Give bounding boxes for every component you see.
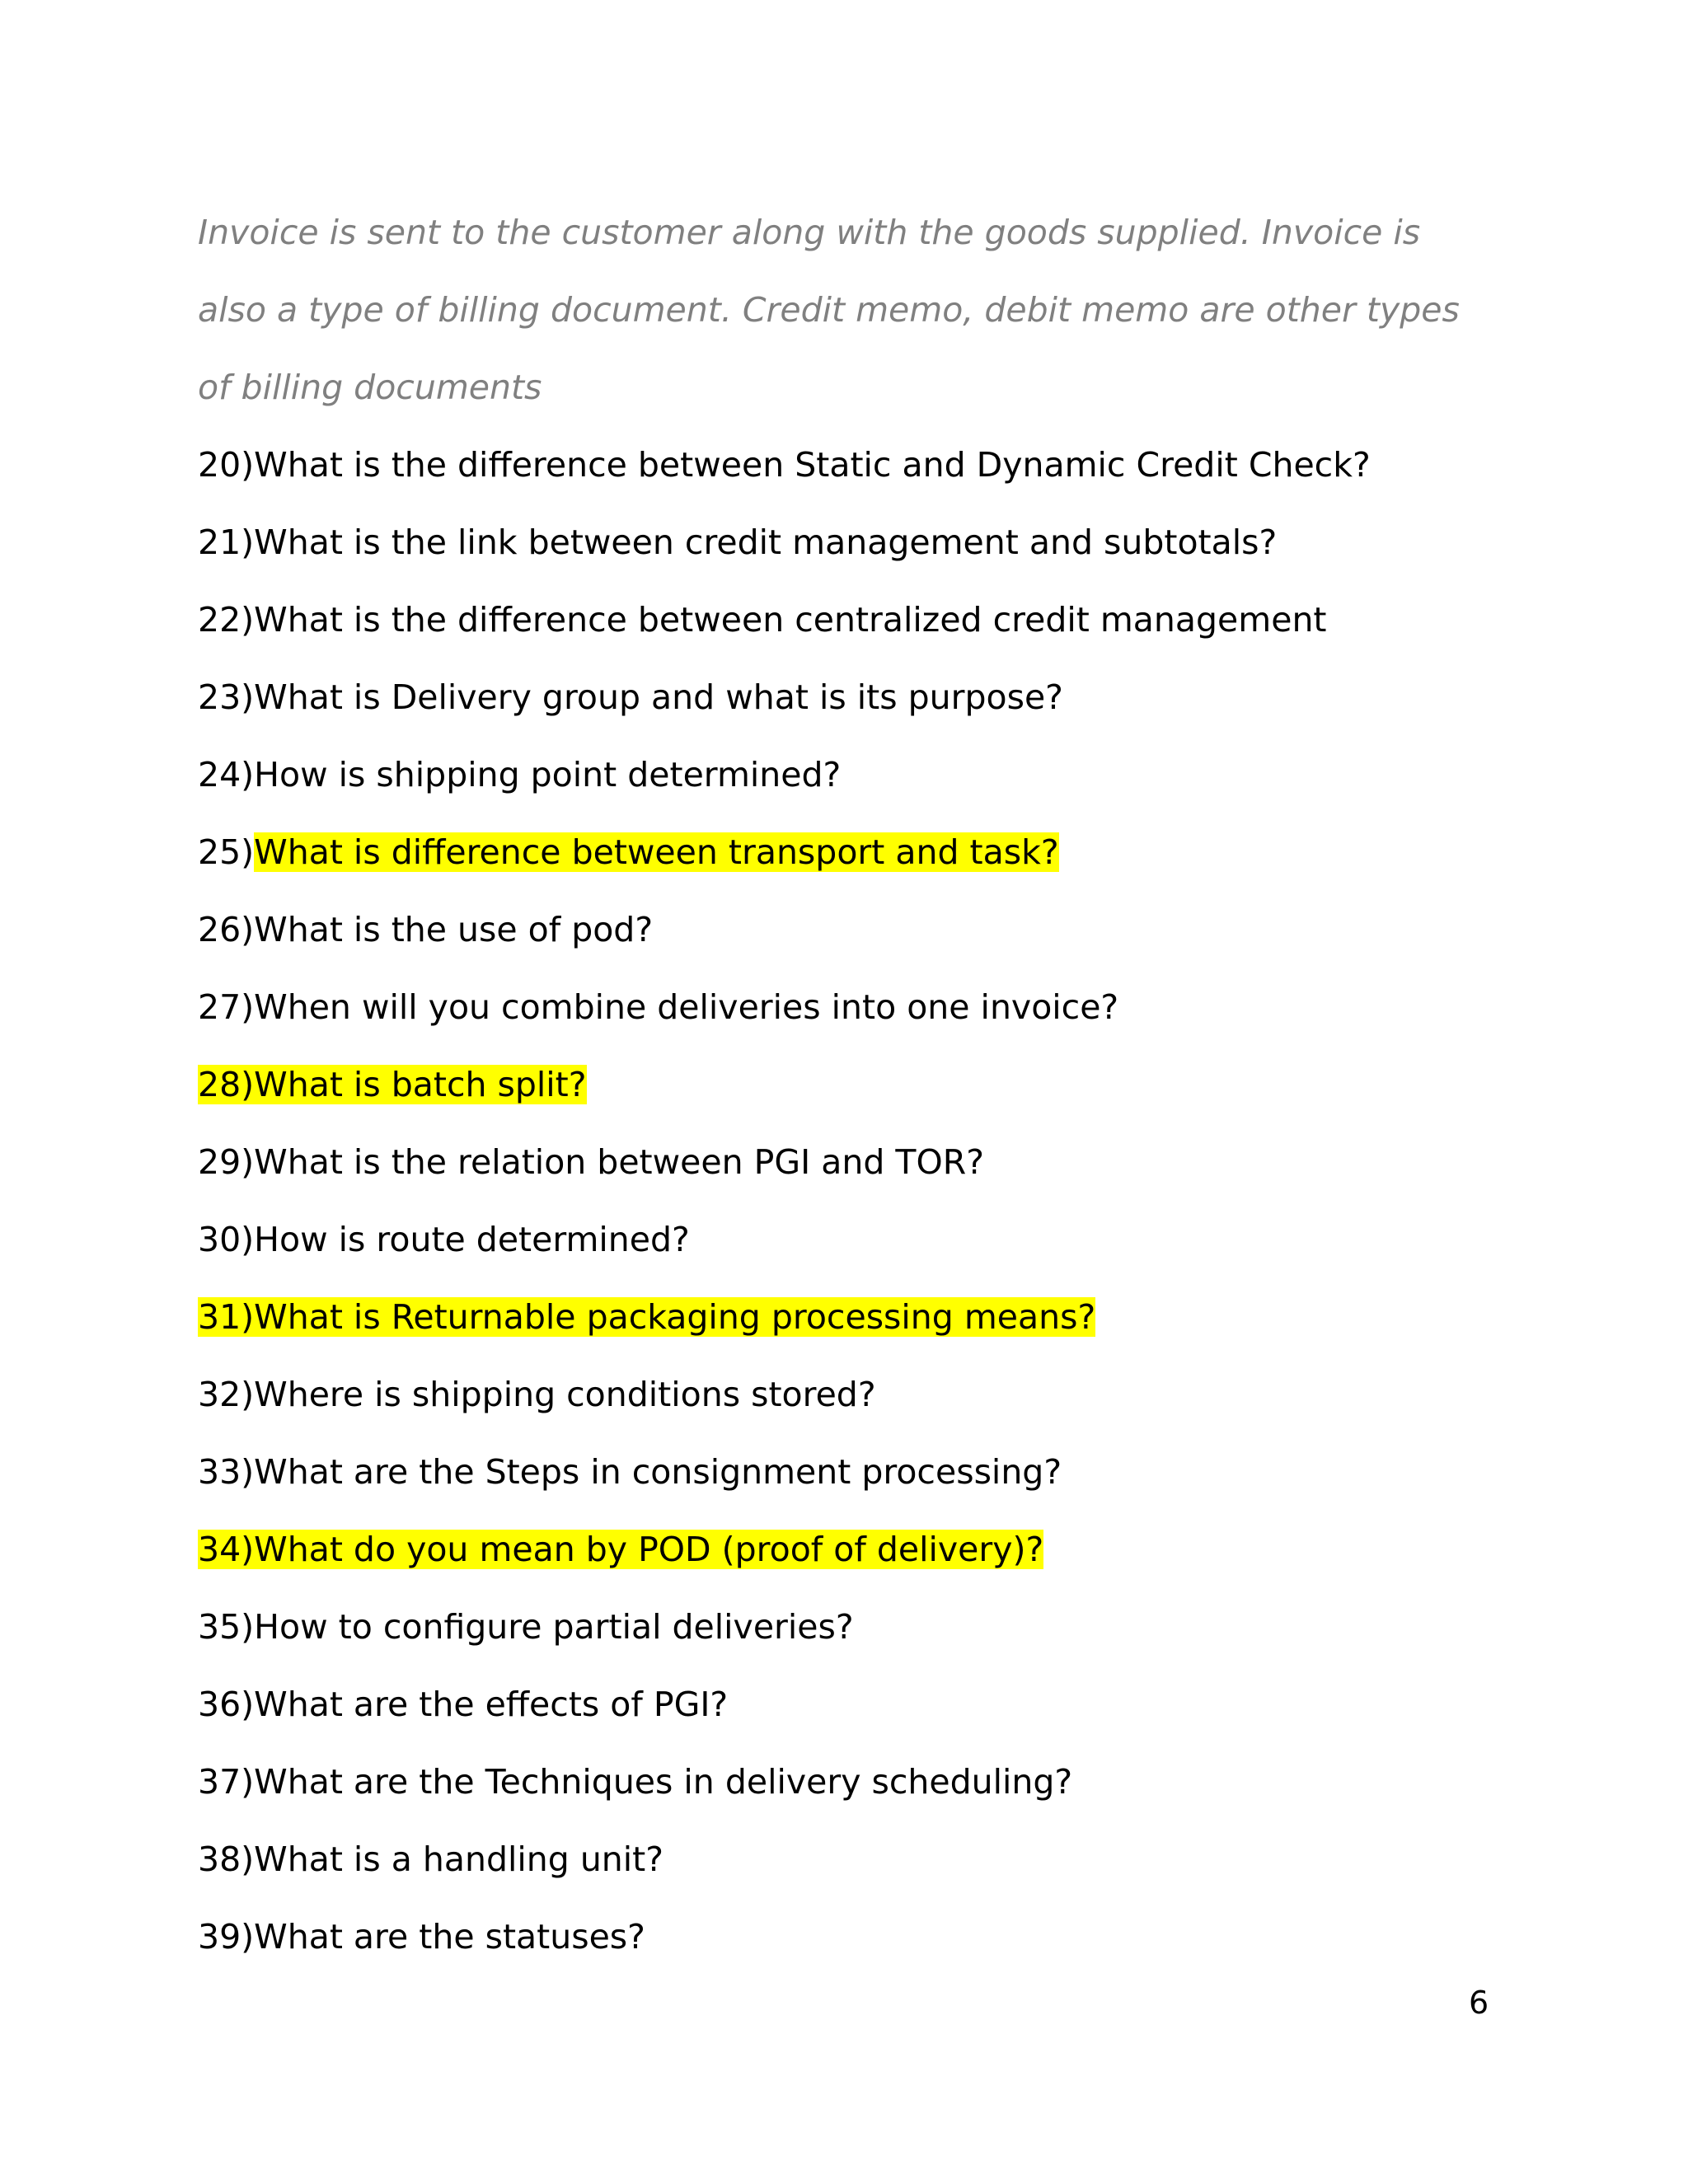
question-item	[198, 426, 1484, 504]
question-text: What is Delivery group and what is its purpose?	[254, 677, 1063, 717]
question-item	[198, 504, 1484, 581]
question-text: What is the link between credit management and subtotals?	[254, 523, 1278, 562]
question-number: 30)	[198, 1220, 255, 1259]
intro-paragraph	[198, 194, 1484, 426]
question-number: 25)	[198, 832, 255, 872]
question-number-highlighted: 31)	[198, 1297, 255, 1337]
question-text: How is route determined?	[254, 1220, 690, 1259]
question-number: 21)	[198, 523, 255, 562]
question-item-highlighted	[198, 1046, 1484, 1123]
question-text: What is a handling unit?	[254, 1840, 664, 1879]
question-list	[198, 426, 1484, 1975]
question-text: How is shipping point determined?	[254, 755, 842, 794]
question-number: 23)	[198, 677, 255, 717]
question-item	[198, 968, 1484, 1046]
question-item	[198, 1201, 1484, 1278]
question-item	[198, 581, 1484, 658]
question-item	[198, 1743, 1484, 1821]
intro-line: also a type of billing document. Credit memo, debit memo are other types	[198, 290, 1460, 330]
question-text-highlighted: What is difference between transport and task?	[254, 832, 1059, 872]
question-text-highlighted: What is Returnable packaging processing means?	[254, 1297, 1096, 1337]
question-number: 36)	[198, 1685, 255, 1724]
question-number: 29)	[198, 1142, 255, 1182]
question-text: What are the Steps in consignment processing?	[254, 1452, 1062, 1492]
question-item	[198, 658, 1484, 736]
question-number: 33)	[198, 1452, 255, 1492]
question-text: Where is shipping conditions stored?	[254, 1375, 876, 1414]
page-number: 6	[1469, 1985, 1489, 2021]
question-number: 24)	[198, 755, 255, 794]
question-text-highlighted: What do you mean by POD (proof of delivery)?	[254, 1530, 1044, 1569]
question-text: What is the difference between Static and Dynamic Credit Check?	[254, 445, 1371, 485]
question-item-highlighted	[198, 1278, 1484, 1356]
question-text: How to configure partial deliveries?	[254, 1607, 854, 1647]
question-number-highlighted: 28)	[198, 1065, 255, 1104]
question-number: 20)	[198, 445, 255, 485]
question-item	[198, 736, 1484, 813]
question-text: What is the relation between PGI and TOR?	[254, 1142, 984, 1182]
question-number: 32)	[198, 1375, 255, 1414]
question-number: 38)	[198, 1840, 255, 1879]
question-number: 35)	[198, 1607, 255, 1647]
question-text: What is the use of pod?	[254, 910, 654, 949]
question-number-highlighted: 34)	[198, 1530, 255, 1569]
question-item-highlighted	[198, 813, 1484, 891]
question-item	[198, 1821, 1484, 1898]
question-number: 37)	[198, 1762, 255, 1802]
question-number: 39)	[198, 1917, 255, 1957]
question-text: What are the effects of PGI?	[254, 1685, 729, 1724]
question-item	[198, 1588, 1484, 1666]
question-text: What are the Techniques in delivery scheduling?	[254, 1762, 1073, 1802]
question-number: 26)	[198, 910, 255, 949]
question-item	[198, 891, 1484, 968]
question-text: What are the statuses?	[254, 1917, 645, 1957]
question-item	[198, 1433, 1484, 1511]
question-item	[198, 1123, 1484, 1201]
intro-line: of billing documents	[198, 368, 542, 407]
question-item-highlighted	[198, 1511, 1484, 1588]
intro-line: Invoice is sent to the customer along with the goods supplied. Invoice is	[198, 213, 1421, 252]
question-text: What is the difference between centralized credit management	[254, 600, 1327, 640]
question-item	[198, 1356, 1484, 1433]
question-number: 27)	[198, 987, 255, 1027]
question-item	[198, 1666, 1484, 1743]
page-content	[198, 194, 1484, 1975]
question-number: 22)	[198, 600, 255, 640]
question-text-highlighted: What is batch split?	[254, 1065, 587, 1104]
question-item	[198, 1898, 1484, 1975]
question-text: When will you combine deliveries into one invoice?	[254, 987, 1119, 1027]
